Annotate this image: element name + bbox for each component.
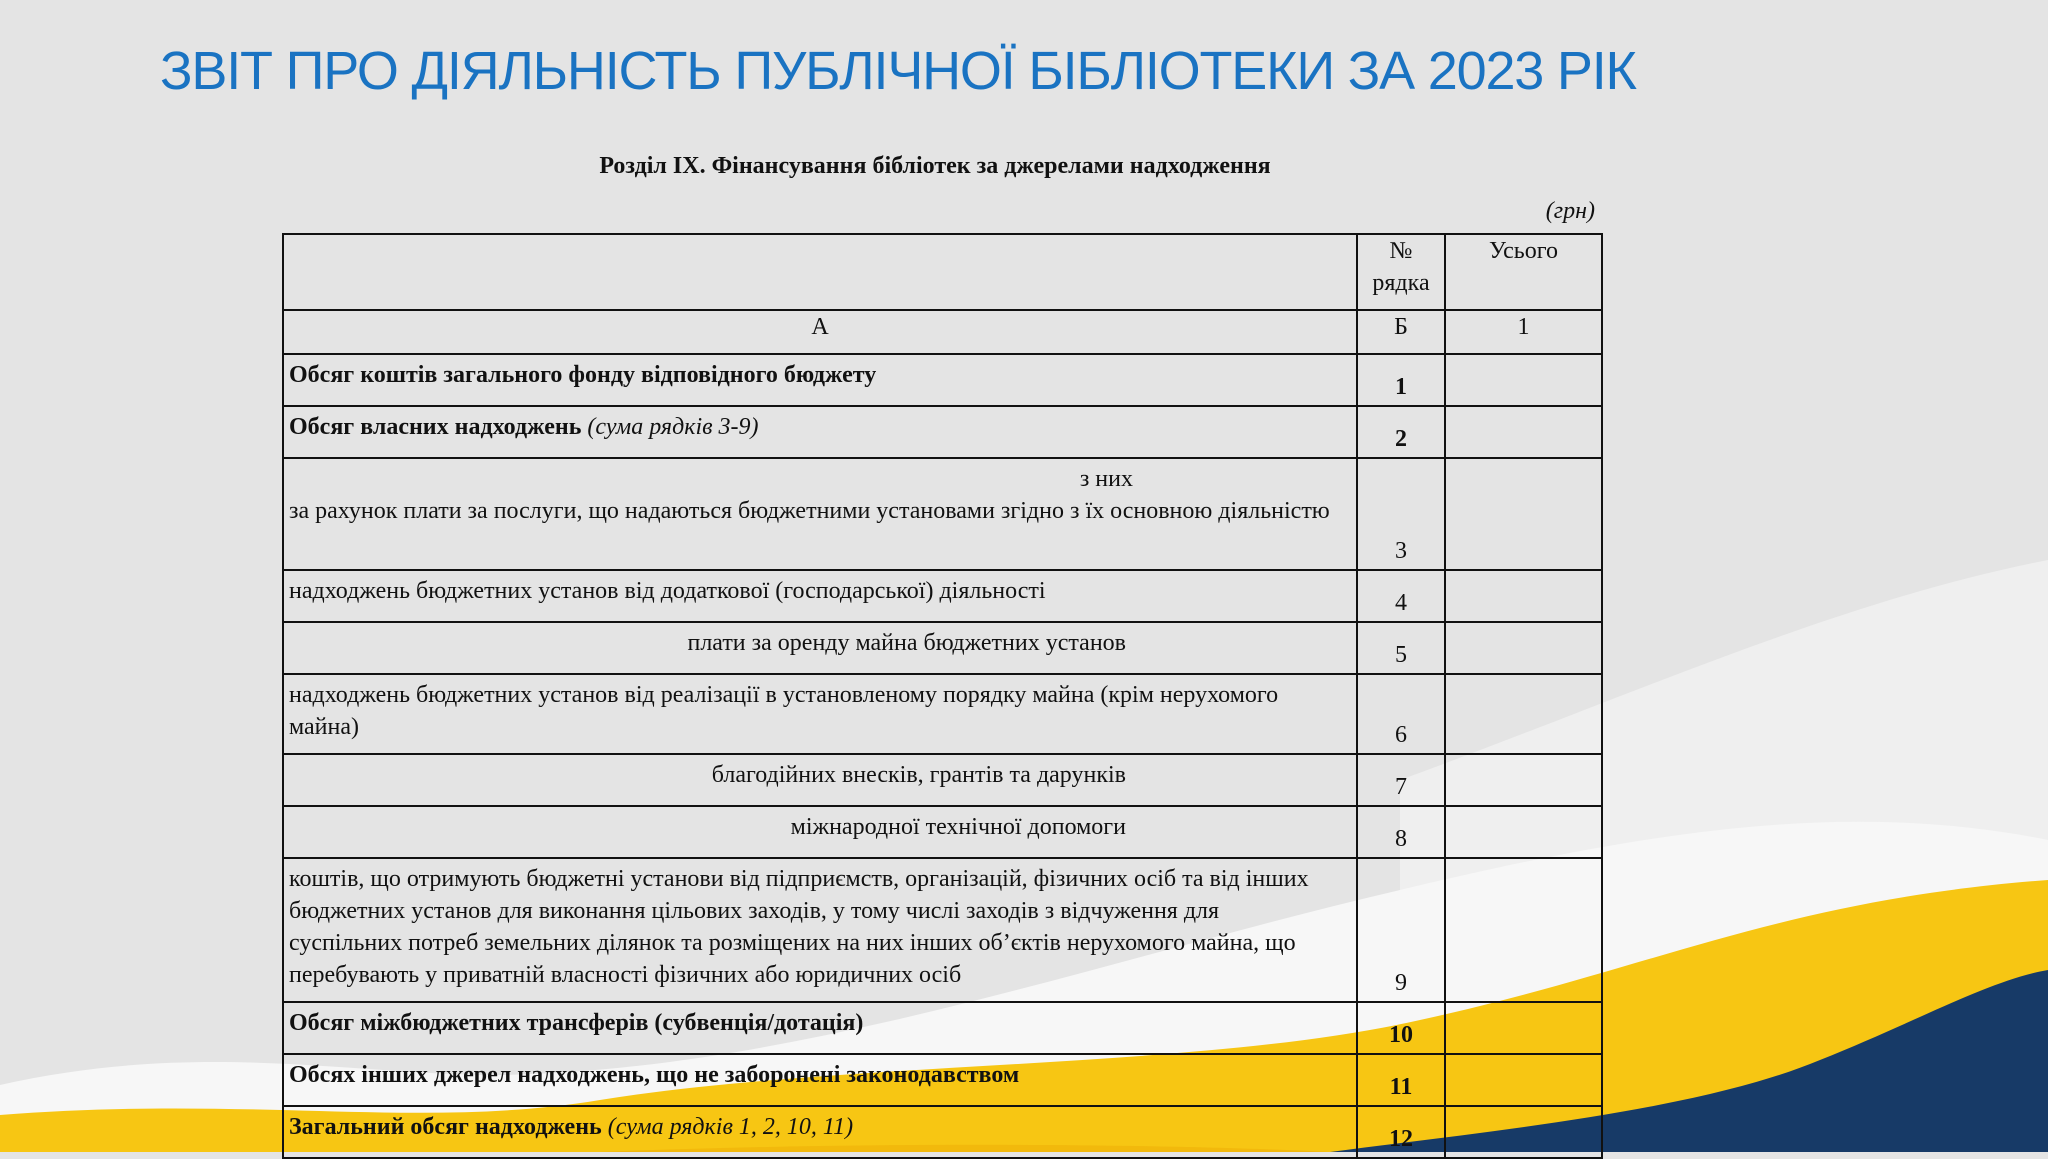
row-number: 4 [1357,570,1445,622]
header-row-number-symbol: № [1389,238,1413,264]
row-total [1445,806,1602,858]
row-label-cell [283,406,1357,458]
row-total [1445,754,1602,806]
table-column-letters-row [283,310,1602,354]
row-label: надходжень бюджетних установ від реалізації в установленому порядку майна (крім нерухомого майна) [283,674,1357,754]
table-row [283,354,1602,406]
slide-title: ЗВІТ ПРО ДІЯЛЬНІСТЬ ПУБЛІЧНОЇ БІБЛІОТЕКИ ЗА 2023 РІК [160,41,1636,101]
row-label-cell [283,1106,1357,1158]
row-label: Обсяг власних надходжень [289,414,582,440]
row-label: плати за оренду майна бюджетних установ [283,622,1357,674]
table-row [283,754,1602,806]
table-row [283,858,1602,1002]
header-row-number [1357,234,1445,310]
row-number: 1 [1357,354,1445,406]
table-row [283,458,1602,570]
row-total [1445,458,1602,570]
table-row [283,622,1602,674]
row-note: (сума рядків 3-9) [587,414,759,440]
row-number: 6 [1357,674,1445,754]
row-total [1445,406,1602,458]
row-total [1445,1106,1602,1158]
row-label: за рахунок плати за послуги, що надаються бюджетними установами згідно з їх основною діяльністю [289,498,1330,524]
row-note: (сума рядків 1, 2, 10, 11) [607,1114,854,1140]
row-number: 12 [1357,1106,1445,1158]
table-row [283,570,1602,622]
row-total [1445,1054,1602,1106]
row-label: Обсяг міжбюджетних трансферів (субвенція/дотація) [283,1002,1357,1054]
row-total [1445,622,1602,674]
section-heading: Розділ ІХ. Фінансування бібліотек за джерелами надходження [599,153,1271,179]
table-row [283,1054,1602,1106]
header-cell-empty [283,234,1357,310]
table-row [283,1106,1602,1158]
row-total [1445,1002,1602,1054]
row-total [1445,570,1602,622]
row-number: 3 [1357,458,1445,570]
row-number: 7 [1357,754,1445,806]
row-number: 2 [1357,406,1445,458]
column-letter-b: Б [1357,310,1445,354]
row-total [1445,354,1602,406]
row-number: 10 [1357,1002,1445,1054]
row-label: надходжень бюджетних установ від додаткової (господарської) діяльності [283,570,1357,622]
table-row [283,674,1602,754]
row-label: Обсяг коштів загального фонду відповідного бюджету [283,354,1357,406]
table-row [283,1002,1602,1054]
row-total [1445,858,1602,1002]
row-total [1445,674,1602,754]
table-row [283,406,1602,458]
row-label: Загальний обсяг надходжень [289,1114,602,1140]
row-number: 5 [1357,622,1445,674]
row-label-cell [283,458,1357,570]
column-letter-a: А [283,310,1357,354]
row-number: 11 [1357,1054,1445,1106]
financing-table [282,233,1603,1159]
header-total: Усього [1445,234,1602,310]
row-prefix: з них [1079,466,1133,492]
table-header-row [283,234,1602,310]
header-row-number-word: рядка [1372,270,1430,296]
table-row [283,806,1602,858]
column-letter-1: 1 [1445,310,1602,354]
row-label: коштів, що отримують бюджетні установи від підприємств, організацій, фізичних осіб та від інших бюджетних установ для виконання цільових заходів, у тому числі заходів з відчуження для суспільних потреб земельних ділянок та розміщених на них інших об’єктів нерухомого майна, що перебувають у приватній власності фізичних або юридичних осіб [283,858,1357,1002]
row-number: 9 [1357,858,1445,1002]
row-number: 8 [1357,806,1445,858]
row-label: Обсях інших джерел надходжень, що не заборонені законодавством [283,1054,1357,1106]
row-label: міжнародної технічної допомоги [283,806,1357,858]
row-label: благодійних внесків, грантів та дарунків [283,754,1357,806]
units-label: (грн) [1545,198,1595,224]
